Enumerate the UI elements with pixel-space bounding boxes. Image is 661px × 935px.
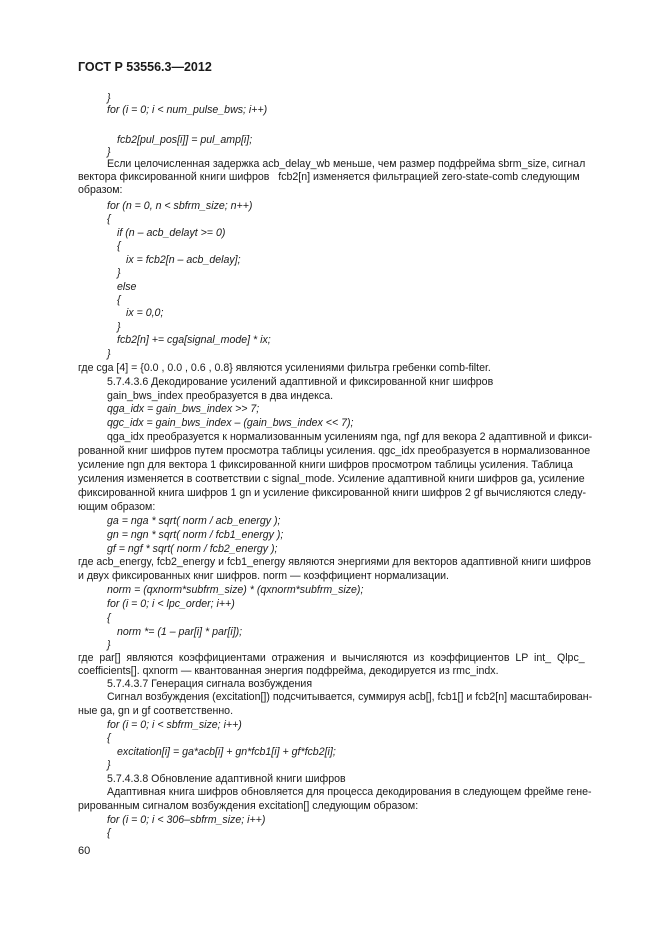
text-line: 5.7.4.3.8 Обновление адаптивной книги шифров bbox=[107, 773, 346, 785]
code-line: ix = fcb2[n – acb_delay]; bbox=[126, 254, 241, 266]
code-line: } bbox=[107, 92, 111, 104]
text-line: усиления изменяется в соответствии с signal_mode. Усиление адаптивной книги шифров ga, усиление bbox=[78, 473, 585, 485]
code-line: qga_idx = gain_bws_index >> 7; bbox=[107, 403, 260, 415]
text-line: Сигнал возбуждения (excitation[]) подсчитывается, суммируя acb[], fcb1[] и fcb2[n] масштабирован- bbox=[107, 691, 593, 703]
code-line: { bbox=[107, 827, 111, 839]
text-line: ющим образом: bbox=[78, 501, 156, 513]
text-line: образом: bbox=[78, 184, 123, 196]
code-line: if (n – acb_delayt >= 0) bbox=[117, 227, 226, 239]
code-line: qgc_idx = gain_bws_index – (gain_bws_index << 7); bbox=[107, 417, 354, 429]
code-line: ix = 0,0; bbox=[126, 307, 164, 319]
code-line: for (i = 0; i < sbfrm_size; i++) bbox=[107, 719, 242, 731]
code-line: else bbox=[117, 281, 137, 293]
code-line: fcb2[pul_pos[i]] = pul_amp[i]; bbox=[117, 134, 253, 146]
code-line: norm = (qxnorm*subfrm_size) * (qxnorm*subfrm_size); bbox=[107, 584, 364, 596]
code-line: } bbox=[107, 146, 111, 158]
code-line: for (i = 0; i < num_pulse_bws; i++) bbox=[107, 104, 268, 116]
text-line: gain_bws_index преобразуется в два индекса. bbox=[107, 390, 334, 402]
text-line: 5.7.4.3.6 Декодирование усилений адаптивной и фиксированной книг шифров bbox=[107, 376, 494, 388]
text-line: где cga [4] = {0.0 , 0.0 , 0.6 , 0.8} являются усилениями фильтра гребенки comb-filter. bbox=[78, 362, 491, 374]
code-line: } bbox=[107, 759, 111, 771]
code-line: norm *= (1 – par[i] * par[i]); bbox=[117, 626, 243, 638]
code-line: { bbox=[107, 612, 111, 624]
text-line: Адаптивная книга шифров обновляется для процесса декодирования в следующем фрейме гене- bbox=[107, 786, 592, 798]
text-line: где acb_energy, fcb2_energy и fcb1_energy являются энергиями для векторов адаптивной книги шифров bbox=[78, 556, 591, 568]
code-line: fcb2[n] += cga[signal_mode] * ix; bbox=[117, 334, 271, 346]
text-line: и двух фиксированных книг шифров. norm — коэффициент нормализации. bbox=[78, 570, 449, 582]
page-number: 60 bbox=[78, 845, 91, 857]
text-line: Если целочисленная задержка acb_delay_wb меньше, чем размер подфрейма sbrm_size, сигнал bbox=[107, 158, 586, 170]
code-line: } bbox=[117, 321, 121, 333]
code-line: { bbox=[117, 294, 121, 306]
code-line: gf = ngf * sqrt( norm / fcb2_energy ); bbox=[107, 543, 278, 555]
code-line: } bbox=[117, 267, 121, 279]
text-line: где par[] являются коэффициентами отражения и вычисляются из коэффициентов LP int_ Qlpc_ bbox=[78, 652, 585, 664]
code-line: for (i = 0; i < lpc_order; i++) bbox=[107, 598, 235, 610]
text-line: coefficients[]. qxnorm — квантованная энергия подфрейма, декодируется из rmc_indx. bbox=[78, 665, 499, 677]
code-line: { bbox=[107, 732, 111, 744]
text-line: усиление ngn для вектора 1 фиксированной книги шифров просмотром таблицы усиления. Таблица bbox=[78, 459, 573, 471]
code-line: gn = ngn * sqrt( norm / fcb1_energy ); bbox=[107, 529, 284, 541]
document-header: ГОСТ Р 53556.3—2012 bbox=[78, 60, 212, 74]
text-line: 5.7.4.3.7 Генерация сигнала возбуждения bbox=[107, 678, 313, 690]
text-line: рованной книг шифров путем просмотра таблицы усиления. qgc_idx преобразуется в нормализованное bbox=[78, 445, 591, 457]
code-line: for (n = 0, n < sbfrm_size; n++) bbox=[107, 200, 253, 212]
code-line: { bbox=[107, 213, 111, 225]
code-line: for (i = 0; i < 306–sbfrm_size; i++) bbox=[107, 814, 266, 826]
text-line: рированным сигналом возбуждения excitation[] следующим образом: bbox=[78, 800, 419, 812]
code-line: { bbox=[117, 240, 121, 252]
code-line: ga = nga * sqrt( norm / acb_energy ); bbox=[107, 515, 281, 527]
code-line: } bbox=[107, 639, 111, 651]
text-line: фиксированной книга шифров 1 gn и усиление фиксированной книги шифров 2 gf вычисляются следу- bbox=[78, 487, 587, 499]
text-line: вектора фиксированной книги шифров fcb2[n] изменяется фильтрацией zero-state-comb следующим bbox=[78, 171, 580, 183]
code-line: excitation[i] = ga*acb[i] + gn*fcb1[i] + gf*fcb2[i]; bbox=[117, 746, 336, 758]
text-line: qga_idx преобразуется к нормализованным усилениям nga, ngf для векора 2 адаптивной и фикси- bbox=[107, 431, 593, 443]
text-line: ные ga, gn и gf соответственно. bbox=[78, 705, 234, 717]
code-line: } bbox=[107, 348, 111, 360]
